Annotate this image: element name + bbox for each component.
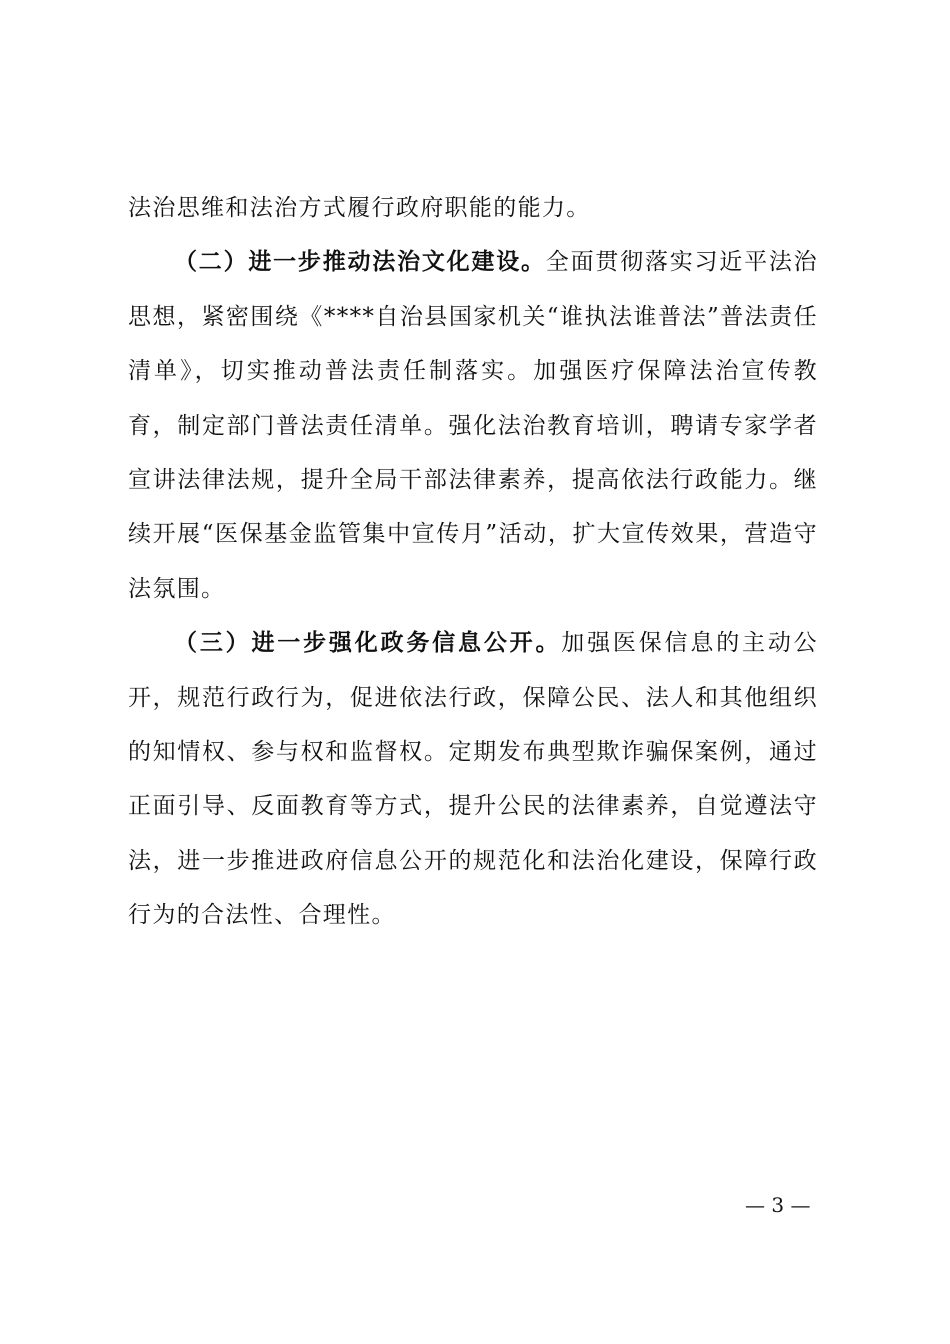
section-heading: （三）进一步强化政务信息公开。 <box>174 629 562 657</box>
paragraph-text: 全面贯彻落实习近平法治思想，紧密围绕《****自治县国家机关“谁执法谁普法”普法责任清单》，切实推动普法责任制落实。加强医疗保障法治宣传教育，制定部门普法责任清单。强化法治教育培训，聘请专家学者宣讲法律法规，提升全局干部法律素养，提高依法行政能力。继续开展“医保基金监管集中宣传月”活动，扩大宣传效果，营造守法氛围。 <box>128 249 819 602</box>
page-number: — 3 — <box>745 1193 811 1217</box>
document-body <box>128 181 818 943</box>
paragraph-section-2 <box>128 235 818 616</box>
paragraph-text: 加强医保信息的主动公开，规范行政行为，促进依法行政，保障公民、法人和其他组织的知情权、参与权和监督权。定期发布典型欺诈骗保案例，通过正面引导、反面教育等方式，提升公民的法律素养，自觉遵法守法，进一步推进政府信息公开的规范化和法治化建设，保障行政行为的合法性、合理性。 <box>128 630 818 929</box>
paragraph-continuation <box>128 181 818 235</box>
paragraph-section-3 <box>128 616 818 942</box>
paragraph-text: 法治思维和法治方式履行政府职能的能力。 <box>128 195 591 221</box>
section-heading: （二）进一步推动法治文化建设。 <box>174 248 546 276</box>
